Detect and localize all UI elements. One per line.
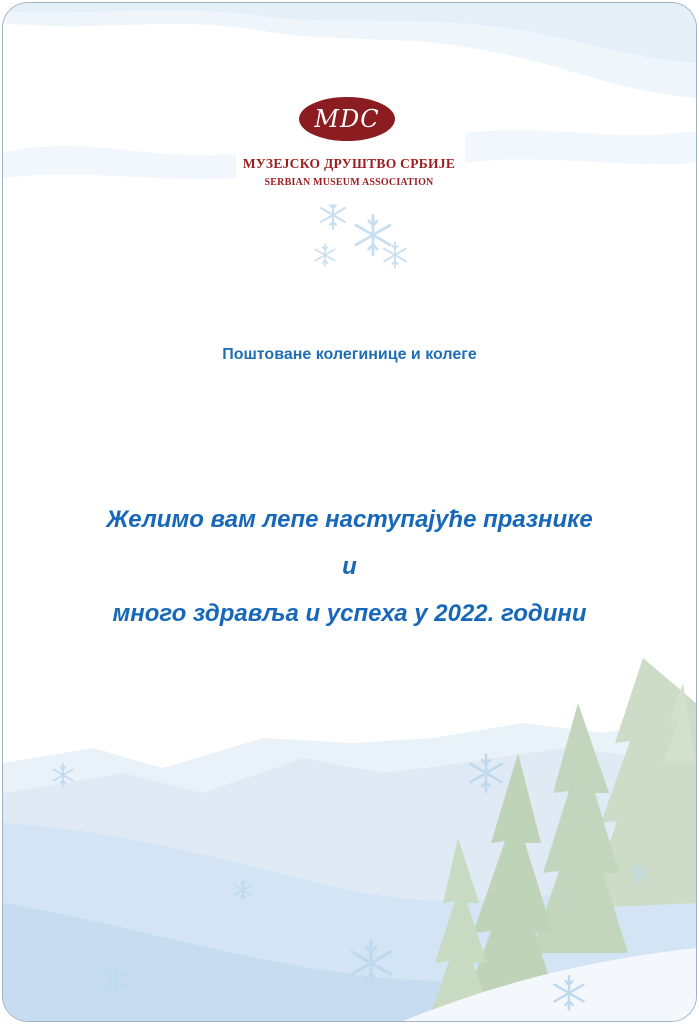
association-logo	[236, 82, 462, 204]
association-name-english: SERBIAN MUSEUM ASSOCIATION	[264, 177, 434, 188]
snowflake-icon	[384, 242, 406, 267]
wish-line-1: Желимо вам лепе наступајуће празнике	[106, 506, 593, 533]
wish-line-2: и	[342, 553, 357, 580]
association-name: МУЗЕЈСКО ДРУШТВО СРБИЈЕ	[242, 156, 456, 171]
greeting-text: Поштоване колегинице и колеге	[222, 346, 477, 363]
snowflake-icon	[315, 244, 334, 266]
snowflake-icon	[321, 201, 345, 229]
wish-line-3: много здравља и успеха у 2022. години	[112, 600, 587, 627]
logo-monogram: MDC	[299, 97, 395, 141]
